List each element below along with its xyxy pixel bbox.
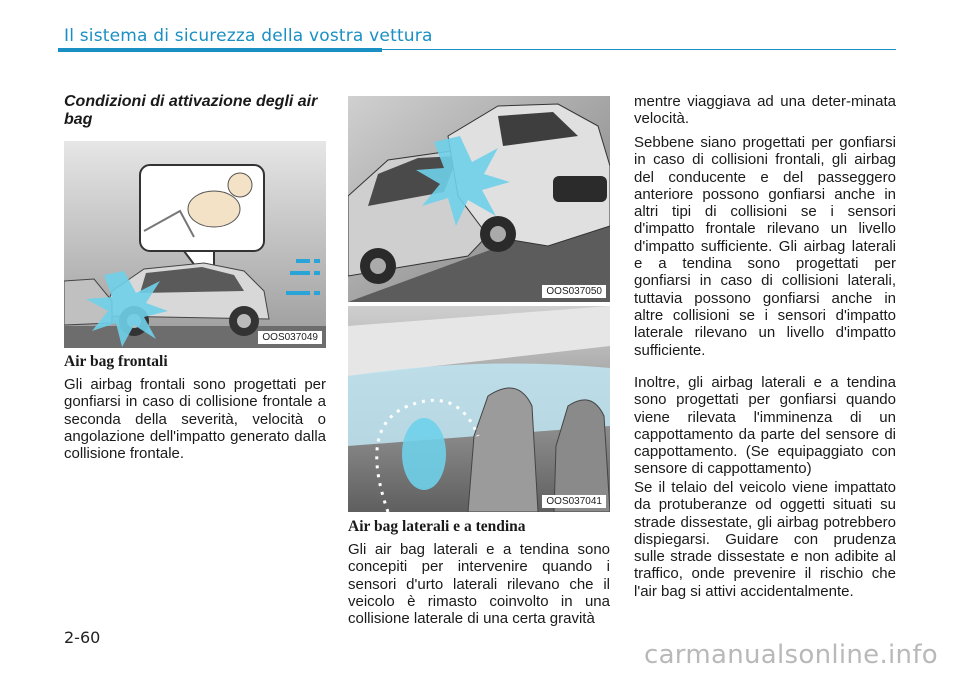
- chapter-title: Il sistema di sicurezza della vostra vettura: [64, 26, 433, 46]
- frontal-heading: Air bag frontali: [64, 353, 168, 370]
- side-impact-illustration: [348, 96, 610, 302]
- page-number: 2-60: [64, 628, 101, 647]
- figure-code: OOS037049: [258, 331, 322, 344]
- right-paragraph-4: Se il telaio del veicolo viene impattato da protuberanze od oggetti situati su strade dissestate, gli airbag potrebbero dispiegarsi. Guidare con prudenza sulle strade dissestate e non adibite al traffico, onde prevenire il rischio che l'air bag si attivi accidentalmente.: [634, 479, 896, 600]
- figure-code: OOS037050: [542, 285, 606, 298]
- figure-code: OOS037041: [542, 495, 606, 508]
- header-rule: [382, 49, 896, 50]
- frontal-airbag-illustration: [64, 141, 326, 348]
- side-text: Gli air bag laterali e a tendina sono concepiti per intervenire quando i sensori d'urto laterali rilevano che il veicolo è rimasto coinvolto in una collisione laterale di una certa gravità: [348, 541, 610, 628]
- right-paragraph-1: mentre viaggiava ad una deter-minata velocità.: [634, 93, 896, 128]
- curtain-airbag-illustration: [348, 306, 610, 512]
- right-paragraph-2: Sebbene siano progettati per gonfiarsi in caso di collisioni frontali, gli airbag del conducente e del passeggero anteriore possono gonfiarsi anche in altri tipi di collisioni se i sensori d'impatto frontale rilevano un livello d'impatto sufficiente. Gli airbag laterali e a tendina sono progettati per gonfiarsi in caso di collisioni laterali, tuttavia possono gonfiarsi anche in altre collisioni se i sensori d'impatto laterale rilevano un livello d'impatto sufficiente.: [634, 134, 896, 359]
- right-paragraph-3: Inoltre, gli airbag laterali e a tendina sono progettati per gonfiarsi quando viene rilevata l'imminenza di un cappottamento da parte del sensore di cappottamento. (Se equipaggiato con sensore di cappottamento): [634, 374, 896, 478]
- watermark: carmanualsonline.info: [643, 640, 938, 670]
- frontal-text: Gli airbag frontali sono progettati per gonfiarsi in caso di collisione frontale a seconda della severità, velocità o angolazione dell'impatto generato dalla collisione frontale.: [64, 376, 326, 463]
- side-heading: Air bag laterali e a tendina: [348, 518, 526, 535]
- section-title: Condizioni di attivazione degli air bag: [64, 93, 318, 128]
- header-accent-bar: [58, 48, 382, 52]
